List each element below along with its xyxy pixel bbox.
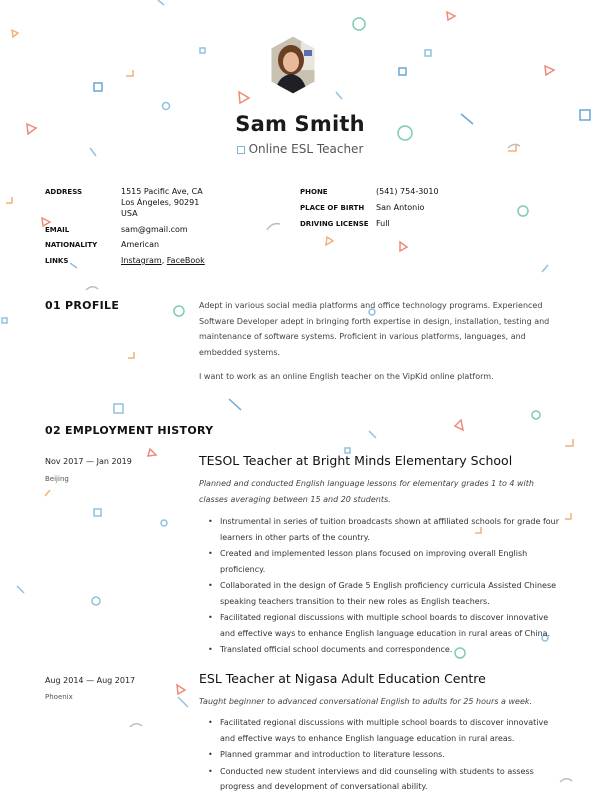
phone-value: (541) 754-3010 (376, 187, 439, 196)
bullet-item: • Facilitated regional discussions with multiple school boards to discover innovative and effective ways to enhance English language education in rural areas. (208, 715, 563, 746)
address-line-2: Los Ángeles, 90291 (121, 198, 200, 207)
bullet-item: • Facilitated regional discussions with multiple school boards to discover innovative and effective ways to enhance English language education in rural areas of China. (208, 610, 563, 641)
job-dates: Aug 2014 — Aug 2017 (45, 676, 136, 685)
address-line-1: 1515 Pacific Ave, CA (121, 187, 203, 196)
job-description: Planned and conducted English language lessons for elementary grades 1 to 4 with classes averaging between 15 and 20 students. (199, 479, 534, 504)
instagram-link[interactable]: Instagram (121, 256, 162, 265)
profile-photo (271, 36, 315, 94)
profile-paragraph-1: Adept in various social media platforms and office technology programs. Experienced Software Developer adept in bringing forth expertise in design, installation, testing and maintenance of software systems. Proficient in various platforms, languages, and embedded systems. (199, 301, 550, 357)
place-of-birth-value: San Antonio (376, 203, 425, 212)
job-title: ESL Teacher at Nigasa Adult Education Centre (199, 671, 486, 686)
driving-license-label: DRIVING LICENSE (300, 220, 369, 228)
bullet-item: • Planned grammar and introduction to literature lessons. (208, 747, 563, 763)
links-value: Instagram, FaceBook (121, 256, 205, 265)
square-bullet-icon (237, 146, 245, 154)
job-description: Taught beginner to advanced conversational English to adults for 25 hours a week. (199, 697, 533, 706)
bullet-item: • Created and implemented lesson plans focused on improving overall English proficiency. (208, 546, 563, 577)
bullet-item: • Conducted new student interviews and did counseling with students to assess progress and development of conversational ability. (208, 764, 563, 795)
address-line-3: USA (121, 209, 138, 218)
nationality-label: NATIONALITY (45, 241, 98, 249)
candidate-job-title-row (0, 142, 600, 156)
job-dates: Nov 2017 — Jan 2019 (45, 457, 132, 466)
links-label: LINKS (45, 257, 69, 265)
phone-label: PHONE (300, 188, 328, 196)
address-label: ADDRESS (45, 188, 82, 196)
candidate-job-title: Online ESL Teacher (248, 142, 364, 156)
profile-section-title: 01 PROFILE (45, 299, 120, 312)
candidate-name: Sam Smith (235, 112, 365, 136)
job-title: TESOL Teacher at Bright Minds Elementary School (199, 453, 513, 468)
place-of-birth-label: PLACE OF BIRTH (300, 204, 365, 212)
bullet-item: • Collaborated in the design of Grade 5 English proficiency curricula Assisted Chinese speaking teachers transition to their new roles as English teachers. (208, 578, 563, 609)
job-bullets (208, 715, 563, 796)
job-location: Beijing (45, 475, 69, 483)
facebook-link[interactable]: FaceBook (166, 256, 205, 265)
driving-license-value: Full (376, 219, 390, 228)
job-location: Phoenix (45, 693, 73, 701)
email-value[interactable]: sam@gmail.com (121, 225, 188, 234)
bullet-item: • Translated official school documents and correspondence. (208, 642, 563, 658)
profile-paragraph-2: I want to work as an online English teacher on the VipKid online platform. (199, 372, 494, 381)
job-bullets (208, 514, 563, 659)
email-label: EMAIL (45, 226, 70, 234)
bullet-item: • Instrumental in series of tuition broadcasts shown at affiliated schools for grade four learners in other parts of the country. (208, 514, 563, 545)
employment-section-title: 02 EMPLOYMENT HISTORY (45, 424, 214, 437)
nationality-value: American (121, 240, 160, 249)
